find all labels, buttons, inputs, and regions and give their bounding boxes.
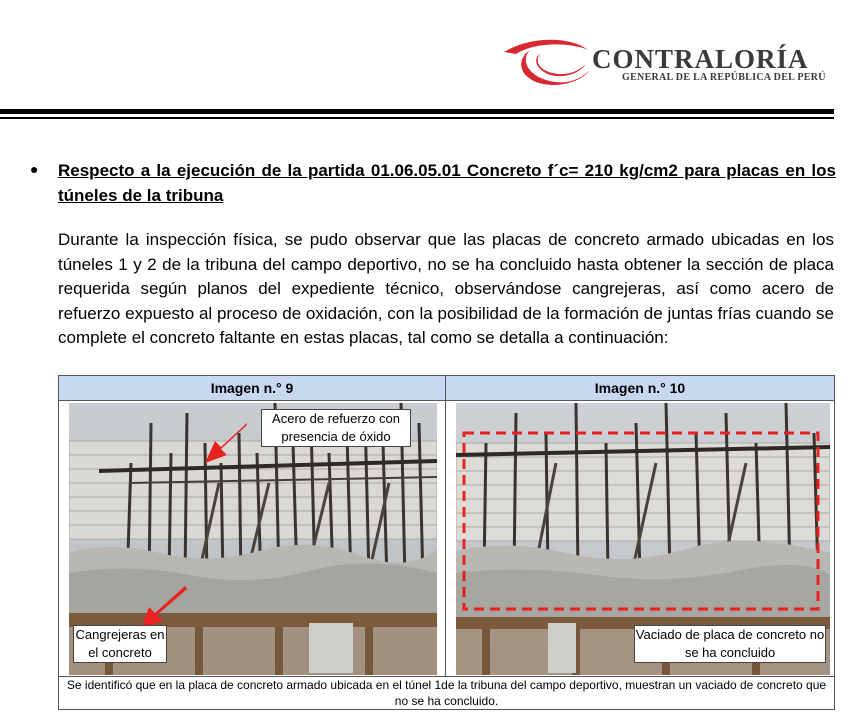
figures-caption: Se identificó que en la placa de concreto armado ubicada en el túnel 1de la tribuna del campo deportivo, muestran un vaciado de concreto que no se ha concluido. (59, 677, 835, 710)
image9-cell (59, 401, 446, 677)
header-rule-thick (0, 109, 834, 114)
image10-cell (446, 401, 835, 677)
image10-label: Vaciado de placa de concreto no se ha concluido (634, 625, 826, 663)
figures-table (58, 375, 835, 710)
logo-name: CONTRALORÍA (592, 44, 809, 74)
logo-subtitle: GENERAL DE LA REPÚBLICA DEL PERÚ (622, 72, 826, 83)
contraloria-logo (500, 30, 830, 100)
bullet-mark: ● (30, 161, 39, 177)
contraloria-swoosh-icon (500, 30, 595, 90)
section-paragraph: Durante la inspección física, se pudo observar que las placas de concreto armado ubicadas en los túneles 1 y 2 de la tribuna del campo deportivo, no se ha concluido hasta obtener la sección de placa requerida según planos del expediente técnico, observándose cangrejeras, así como acero de refuerzo expuesto al proceso de oxidación, con la posibilidad de la formación de juntas frías cuando se complete el concreto faltante en estas placas, tal como se detalla a continuación: (58, 230, 834, 347)
header-rule-thin (0, 117, 834, 119)
image10-photo (456, 403, 830, 675)
page-header (0, 0, 850, 120)
image9-title: Imagen n.° 9 (59, 376, 446, 401)
image9-photo (69, 403, 437, 675)
image9-label-top: Acero de refuerzo con presencia de óxido (261, 409, 411, 447)
image10-title: Imagen n.° 10 (446, 376, 835, 401)
image9-label-bottom: Cangrejeras en el concreto (73, 625, 167, 663)
section-heading: Respecto a la ejecución de la partida 01.06.05.01 Concreto f´c= 210 kg/cm2 para placas en los túneles de la tribuna (58, 161, 836, 205)
